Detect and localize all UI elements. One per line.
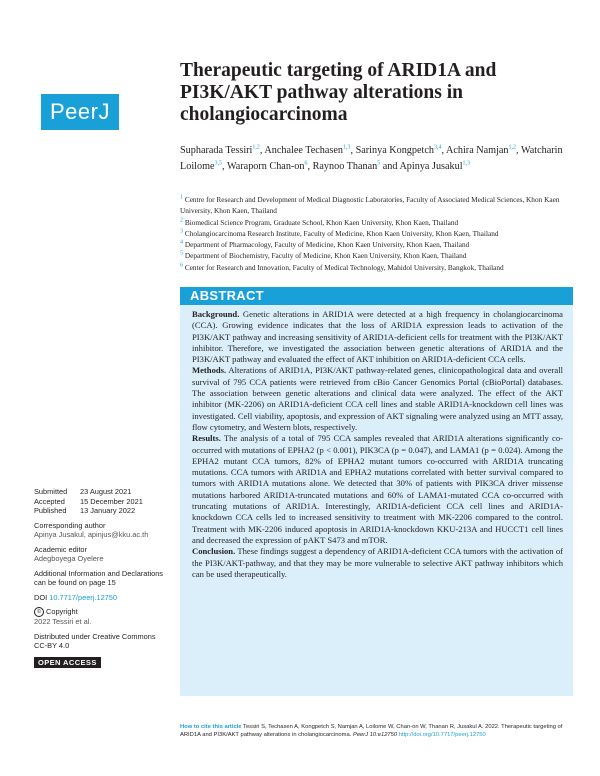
abstract-methods <box>192 365 563 433</box>
date-label: Submitted <box>34 487 68 496</box>
doi-label: DOI <box>34 592 48 602</box>
affiliation-item <box>175 217 575 228</box>
copyright-icon: © <box>34 607 44 617</box>
additional-info: Additional Information and Declarations can be found on page 15 <box>34 568 164 587</box>
open-access-badge: OPEN ACCESS <box>34 657 101 669</box>
cite-journal: PeerJ 10:e12750 <box>352 732 398 738</box>
author-name: Supharada Tessiri <box>180 145 253 156</box>
corresponding-author <box>34 521 169 540</box>
cite-link[interactable]: http://doi.org/10.7717/peerj.12750 <box>398 732 486 738</box>
author-name: Watcharin Loilome <box>180 145 563 172</box>
affiliation-item <box>175 228 575 239</box>
section-label: Results. <box>192 433 221 444</box>
affiliation-number: 2 <box>180 217 183 224</box>
editor-value: Adegboyega Oyelere <box>34 554 104 563</box>
affiliation-number: 6 <box>180 262 183 269</box>
affiliation-number: 5 <box>180 251 183 258</box>
author-list: Supharada Tessiri$^{1,2}$, Anchalee Techasen$^{1,3}$, Sarinya Kongpetch$^{3,4}$, Achira Namjan$^{1,2}$, Watcharin Loilome$^{3,5}$, Waraporn Chan-$on^6$, Raynoo Thanan$^5$ and Apinya Jusakul$^{1,3}$ <box>180 144 563 172</box>
abstract-header: ABSTRACT <box>180 287 573 305</box>
editor-head: Academic editor <box>34 544 87 554</box>
date-value: 23 August 2021 <box>80 487 132 496</box>
date-label: Accepted <box>34 496 65 506</box>
doi-link[interactable]: 10.7717/peerj.12750 <box>49 592 118 602</box>
copyright-head: Copyright <box>46 607 78 616</box>
cite-text: Tessiri S, Techasen A, Kongpetch S, Namjan A, Loilome W, Chan-on W, Thanan R, Jusakul A. 2022. Therapeutic targeting of ARID1A and PI3K/AKT pathway alterations in cholangiocarcinoma. <box>180 724 563 738</box>
author-name: Achira Namjan <box>446 145 509 156</box>
affiliation-number: 4 <box>180 239 183 246</box>
abstract-box <box>180 287 573 696</box>
author-name: Sarinya Kongpetch <box>355 145 434 156</box>
abstract-body <box>180 305 573 580</box>
date-published <box>34 506 169 516</box>
affiliation-text: Centre for Research and Development of Medical Diagnostic Laboratories, Faculty of Associated Medical Sciences, Khon Kaen University, Khon Kaen, Thailand <box>180 195 560 216</box>
author-affiliation-mark: 5 <box>377 160 381 167</box>
author-name: Raynoo Thanan <box>312 161 378 172</box>
section-label: Methods. <box>192 365 227 376</box>
license[interactable]: Distributed under Creative Commons CC-BY 4.0 <box>34 631 156 651</box>
author-affiliation-mark: 1,3 <box>343 144 351 151</box>
affiliation-number: 1 <box>180 194 183 201</box>
affiliation-item <box>175 239 575 250</box>
date-value: 15 December 2021 <box>80 496 143 506</box>
abstract-background <box>192 309 563 365</box>
affiliation-number: 3 <box>180 228 183 235</box>
affiliation-text: Biomedical Science Program, Graduate School, Khon Kaen University, Khon Kaen, Thailand <box>183 217 459 227</box>
author-affiliation-mark: 1,3 <box>462 160 471 167</box>
section-text: Genetic alterations in ARID1A were detected at a high frequency in cholangiocarcinoma (CCA). Growing evidence indicates that the loss of ARID1A expression leads to activation of the PI3K/AKT pathway and increasing sensitivity of ARID1A-deficient cells for treatment with the PI3K/AKT inhibitor. Therefore, we investigated the association between genetic alterations of ARID1A and the PI3K/AKT pathway and evaluated the effect of AKT inhibition on ARID1A-deficient CCA cells. <box>192 309 563 365</box>
corresponding-value[interactable]: Apinya Jusakul, apinjus@kku.ac.th <box>34 530 149 539</box>
author-affiliation-mark: 3,4 <box>433 144 442 151</box>
affiliation-item <box>175 194 575 217</box>
peerj-logo: PeerJ <box>41 94 119 130</box>
author-name: Anchalee Techasen <box>264 145 343 156</box>
affiliation-text: Cholangiocarcinoma Research Institute, Faculty of Medicine, Khon Kaen University, Khon Kaen, Thailand <box>183 228 499 238</box>
affiliation-text: Center for Research and Innovation, Faculty of Medical Technology, Mahidol University, Bangkok, Thailand <box>183 262 504 272</box>
doi <box>34 593 169 603</box>
section-text: Alterations of ARID1A, PI3K/AKT pathway-related genes, clinicopathological data and overall survival of 795 CCA patients were retrieved from cBio Cancer Genomics Portal (cBioPortal) databases. The association between genetic alterations and clinical data were analyzed. The effect of the AKT inhibitor (MK-2206) on ARID1A-deficient CCA cell lines and stable ARID1A-knockdown cell lines was investigated. Cell viability, apoptosis, and expression of AKT signaling were analyzed using an MTT assay, flow cytometry, and Western blots, respectively. <box>192 365 563 432</box>
date-accepted <box>34 497 169 507</box>
abstract-conclusion <box>192 546 563 580</box>
author-name: and Apinya Jusakul <box>382 161 463 172</box>
date-submitted <box>34 487 169 497</box>
section-text: These findings suggest a dependency of ARID1A-deficient CCA tumors with the activation of the PI3K/AKT-pathway, and that they may be more vulnerable to selective AKT pathway inhibitors which can be used therapeutically. <box>192 546 563 579</box>
affiliation-text: Department of Pharmacology, Faculty of Medicine, Khon Kaen University, Khon Kaen, Thailand <box>183 240 470 250</box>
author-affiliation-mark: 3,5 <box>214 160 223 167</box>
cite-label: How to cite this article <box>180 724 242 730</box>
affiliation-list <box>175 194 575 273</box>
author-affiliation-mark: 6 <box>304 160 308 167</box>
copyright <box>34 607 169 627</box>
copyright-value: 2022 Tessiri et al. <box>34 617 92 627</box>
section-text: The analysis of a total of 795 CCA samples revealed that ARID1A alterations significantly co-occurred with mutations of EPHA2 (p < 0.001), PIK3CA (p = 0.047), and LAMA1 (p = 0.024). Among the EPHA2 mutant CCA tumors, 82% of EPHA2 mutant tumors co-occurred with ARID1A truncating mutations. CCA tumors with ARID1A and EPHA2 mutations correlated with better survival compared to tumors with ARID1A mutations alone. We detected that 30% of patients with PIK3CA driver missense mutations harbored ARID1A-truncated mutations and 60% of LAMA1-mutated CCA co-occurred with truncating mutations of ARID1A. Interestingly, ARID1A-deficient CCA cell lines and ARID1A-knockdown CCA cells led to increased sensitivity to treatment with MK-2206 compared to the control. Treatment with MK-2206 induced apoptosis in ARID1A-knockdown KKU-213A and HUCCT1 cell lines and decreased the expression of pAKT S473 and mTOR. <box>192 433 563 545</box>
academic-editor <box>34 545 169 564</box>
article-info-sidebar <box>34 487 169 668</box>
author-affiliation-mark: 1,2 <box>508 144 517 151</box>
affiliation-item <box>175 262 575 273</box>
affiliation-text: Department of Biochemistry, Faculty of Medicine, Khon Kaen University, Khon Kaen, Thailand <box>183 251 467 261</box>
abstract-results <box>192 433 563 546</box>
section-label: Background. <box>192 309 240 319</box>
date-value: 13 January 2022 <box>80 506 136 515</box>
section-label: Conclusion. <box>192 546 236 557</box>
affiliation-item <box>175 250 575 261</box>
author-affiliation-mark: 1,2 <box>252 144 260 151</box>
corresponding-head: Corresponding author <box>34 520 106 530</box>
date-label: Published <box>34 506 67 515</box>
article-title: Therapeutic targeting of ARID1A and PI3K/AKT pathway alterations in cholangiocarcinoma <box>180 60 497 125</box>
author-name: Waraporn Chan-on <box>226 161 305 172</box>
citation-footer <box>180 723 575 739</box>
